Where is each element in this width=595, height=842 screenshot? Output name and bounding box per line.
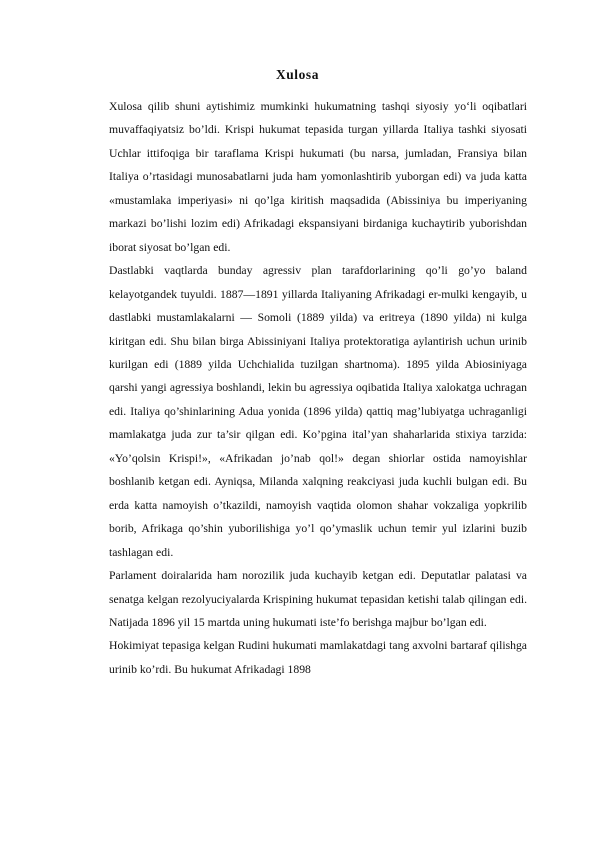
page-title: Xulosa: [275, 67, 320, 82]
paragraph-4: Hokimiyat tepasiga kelgan Rudini hukumati mamlakatdagi tang axvolni bartaraf qilishga urinib ko’rdi. Bu hukumat Afrikadagi 1898: [109, 639, 527, 676]
paragraph-3: Parlament doiralarida ham norozilik juda kuchayib ketgan edi. Deputatlar palatasi va senatga kelgan rezolyuciyalarda Krispining hukumat tepasidan ketishi talab qilingan edi. Natijada 1896 yil 15 martda uning hukumati iste’fo berishga majbur bo’lgan edi.: [109, 569, 527, 629]
document-body: [109, 95, 527, 681]
paragraph-1: Xulosa qilib shuni aytishimiz mumkinki hukumatning tashqi siyosiy yo‘li oqibatlari muvaffaqiyatsiz bo’ldi. Krispi hukumat tepasida turgan yillarda Italiya tashki siyosati Uchlar ittifoqiga bir taraflama Krispi hukumati (bu narsa, jumladan, Fransiya bilan Italiya o’rtasidagi munosabatlarni juda ham yomonlashtirib yuborgan edi) va juda katta «mustamlaka imperiyasi» ni qo’lga kiritish maqsadida (Abissiniya bu imperiyaning markazi bo’lishi lozim edi) Afrikadagi ekspansiyani birdaniga kuchaytirib yuborishdan iborat siyosat bo’lgan edi.: [109, 100, 527, 254]
paragraph-2: Dastlabki vaqtlarda bunday agressiv plan tarafdorlarining qo’li go’yo baland kelayotgandek tuyuldi. 1887—1891 yillarda Italiyaning Afrikadagi er-mulki kengayib, u dastlabki mustamlakalarni — Somoli (1889 yilda) va eritreya (1890 yilda) ni kulga kiritgan edi. Shu bilan birga Abissiniyani Italiya protektoratiga aylantirish uchun urinib kurilgan edi (1889 yilda Uchchialida tuzilgan shartnoma). 1895 yilda Abiosiniyaga qarshi yangi agressiya boshlandi, lekin bu agressiya oqibatida Italiya xalokatga uchragan edi. Italiya qo’shinlarining Adua yonida (1896 yilda) qattiq mag’lubiyatga uchraganligi mamlakatga juda zur ta’sir qilgan edi. Ko’pgina ital’yan shaharlarida stixiya tarzida: «Yo’qolsin Krispi!», «Afrikadan jo’nab qol!» degan shiorlar ostida namoyishlar boshlanib ketgan edi. Ayniqsa, Milanda xalqning reakciyasi juda kuchli bulgan edi. Bu erda katta namoyish o’tkazildi, namoyish vaqtida olomon shahar vokzaliga yopkrilib borib, Afrikaga qo’shin yuborilishiga yo’l qo’ymaslik uchun temir yul izlarini buzib tashlagan edi.: [109, 264, 527, 559]
